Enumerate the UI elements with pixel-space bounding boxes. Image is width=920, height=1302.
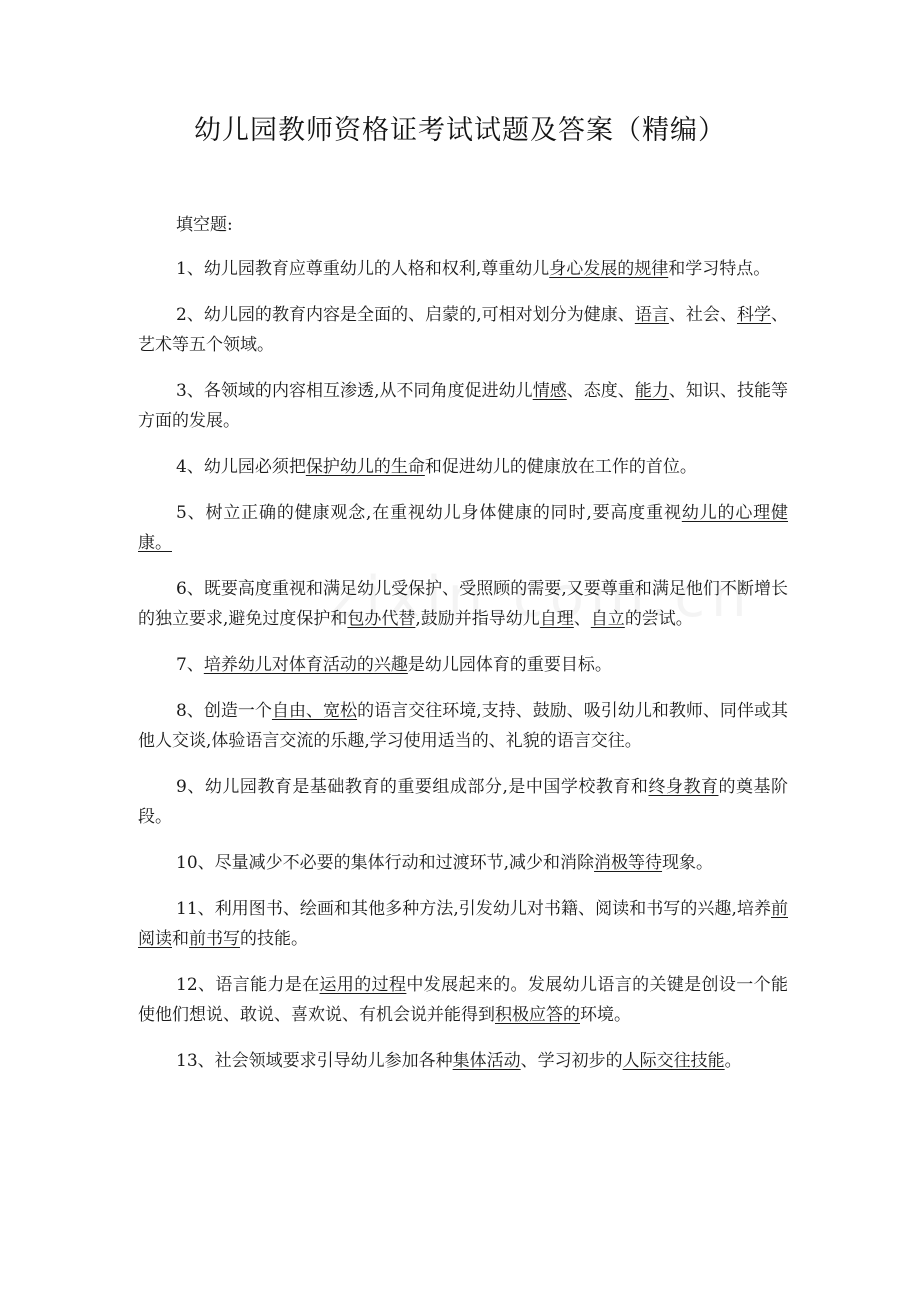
question-item xyxy=(138,452,788,482)
question-text: 中发展起来的。发展幼儿语言的关键是创设一个能使他们想说、敢说、喜欢说、有机会说并能得到 xyxy=(138,975,789,1025)
answer-blank: 运用的过程 xyxy=(319,975,407,995)
answer-blank: 科学 xyxy=(736,305,772,325)
question-text: 的尝试。 xyxy=(624,609,693,629)
question-text: 3、各领域的内容相互渗透,从不同角度促进幼儿 xyxy=(176,381,533,401)
question-item xyxy=(138,1046,788,1076)
question-item xyxy=(138,498,788,558)
question-text: 和 xyxy=(172,929,189,949)
question-text: 、艺术等五个领域。 xyxy=(138,305,789,355)
question-item xyxy=(138,848,788,878)
answer-blank: 身心发展的规律 xyxy=(549,259,669,279)
answer-blank: 前书写 xyxy=(189,929,240,949)
question-text: 4、幼儿园必须把 xyxy=(176,457,306,477)
question-text: 、社会、 xyxy=(668,305,737,325)
question-text: 2、幼儿园的教育内容是全面的、启蒙的,可相对划分为健康、 xyxy=(176,305,635,325)
question-text: 、学习初步的 xyxy=(520,1051,623,1071)
question-item xyxy=(138,254,788,284)
question-list xyxy=(138,254,788,1092)
answer-blank: 消极等待 xyxy=(594,853,663,873)
answer-blank: 自由、宽松 xyxy=(271,701,358,721)
question-text: 1、幼儿园教育应尊重幼儿的人格和权利,尊重幼儿 xyxy=(176,259,550,279)
question-text: 、态度、 xyxy=(566,381,635,401)
question-text: 12、语言能力是在 xyxy=(176,975,320,995)
question-text: 的语言交往环境,支持、鼓励、吸引幼儿和教师、同伴或其他人交谈,体验语言交流的乐趣,学习使用适当的、礼貌的语言交往。 xyxy=(138,701,788,751)
answer-blank: 积极应答的 xyxy=(495,1005,580,1025)
answer-blank: 保护幼儿的生命 xyxy=(305,457,425,477)
document-title: 幼儿园教师资格证考试试题及答案（精编） xyxy=(194,115,726,146)
answer-blank: 前阅读 xyxy=(138,899,788,949)
question-text: 。 xyxy=(724,1051,742,1071)
question-text: 环境。 xyxy=(580,1005,631,1025)
question-text: 现象。 xyxy=(662,853,714,873)
answer-blank: 人际交往技能 xyxy=(622,1051,725,1071)
answer-blank: 情感 xyxy=(532,381,567,401)
question-item xyxy=(138,970,788,1030)
question-item xyxy=(138,574,788,634)
question-text: 5、树立正确的健康观念,在重视幼儿身体健康的同时,要高度重视 xyxy=(176,503,682,523)
answer-blank: 自立 xyxy=(590,609,625,629)
question-text: 13、社会领域要求引导幼儿参加各种 xyxy=(176,1051,453,1071)
question-item xyxy=(138,772,788,832)
section-label: 填空题: xyxy=(176,215,233,235)
question-item xyxy=(138,376,788,436)
answer-blank: 终身教育 xyxy=(648,777,719,797)
question-text: 8、创造一个 xyxy=(176,701,272,721)
question-text: ,鼓励并指导幼儿 xyxy=(415,609,540,629)
answer-blank: 语言 xyxy=(634,305,669,325)
answer-blank: 幼儿的心理健康。 xyxy=(138,503,789,553)
question-item xyxy=(138,894,788,954)
question-item xyxy=(138,300,788,360)
question-text: 是幼儿园体育的重要目标。 xyxy=(407,655,612,675)
answer-blank: 集体活动 xyxy=(452,1051,521,1071)
question-text: 11、利用图书、绘画和其他多种方法,引发幼儿对书籍、阅读和书写的兴趣,培养 xyxy=(176,899,771,919)
question-text: 的技能。 xyxy=(240,929,308,949)
answer-blank: 培养幼儿对体育活动的兴趣 xyxy=(203,655,408,675)
question-item xyxy=(138,650,788,680)
question-text: 和学习特点。 xyxy=(668,259,771,279)
answer-blank: 自理 xyxy=(539,609,574,629)
question-text: 9、幼儿园教育是基础教育的重要组成部分,是中国学校教育和 xyxy=(176,777,649,797)
question-text: 的奠基阶段。 xyxy=(138,777,789,827)
question-text: 、知识、技能等方面的发展。 xyxy=(138,381,789,431)
question-item xyxy=(138,696,788,756)
question-text: 6、既要高度重视和满足幼儿受保护、受照顾的需要,又要尊重和满足他们不断增长的独立要求,避免过度保护和 xyxy=(138,579,788,629)
answer-blank: 包办代替 xyxy=(347,609,416,629)
answer-blank: 能力 xyxy=(634,381,669,401)
question-text: 7、 xyxy=(176,655,204,675)
question-text: 10、尽量减少不必要的集体行动和过渡环节,减少和消除 xyxy=(176,853,595,873)
question-text: 和促进幼儿的健康放在工作的首位。 xyxy=(424,457,697,477)
question-text: 、 xyxy=(573,609,591,629)
